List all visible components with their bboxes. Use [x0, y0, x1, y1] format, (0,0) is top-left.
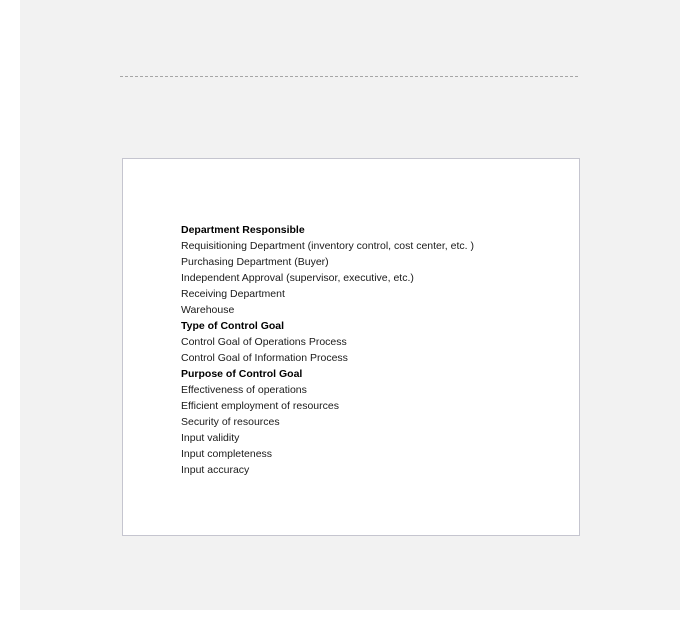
document-content	[181, 222, 474, 478]
list-item: Effectiveness of operations	[181, 384, 307, 396]
dashed-divider	[120, 76, 578, 77]
list-item: Independent Approval (supervisor, executive, etc.)	[181, 272, 414, 284]
list-item: Control Goal of Information Process	[181, 352, 348, 364]
list-item: Control Goal of Operations Process	[181, 336, 347, 348]
list-item: Input accuracy	[181, 464, 250, 476]
list-item: Input validity	[181, 432, 240, 444]
section-heading-department-responsible: Department Responsible	[181, 224, 305, 236]
list-item: Requisitioning Department (inventory control, cost center, etc. )	[181, 240, 474, 252]
page-canvas	[20, 0, 680, 610]
section-heading-type-of-control-goal: Type of Control Goal	[181, 320, 285, 332]
list-item: Efficient employment of resources	[181, 400, 339, 412]
list-item: Receiving Department	[181, 288, 285, 300]
list-item: Purchasing Department (Buyer)	[181, 256, 329, 268]
section-heading-purpose-of-control-goal: Purpose of Control Goal	[181, 368, 303, 380]
list-item: Warehouse	[181, 304, 235, 316]
document-box	[122, 158, 580, 536]
list-item: Input completeness	[181, 448, 273, 460]
list-item: Security of resources	[181, 416, 280, 428]
